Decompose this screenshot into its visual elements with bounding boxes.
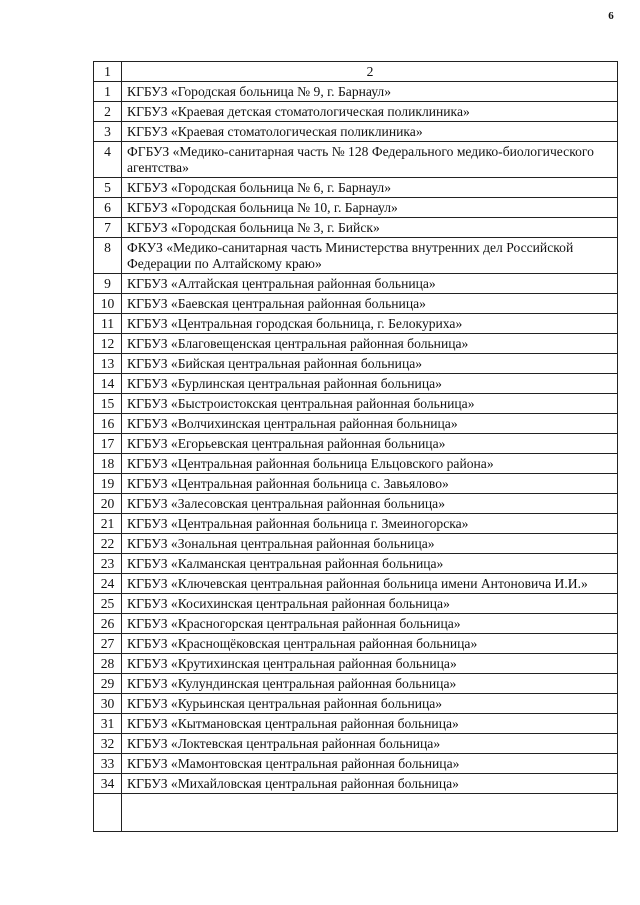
table-row bbox=[94, 594, 618, 614]
table-row bbox=[94, 774, 618, 794]
table-row bbox=[94, 694, 618, 714]
table-row bbox=[94, 142, 618, 178]
table-row bbox=[94, 334, 618, 354]
table-row bbox=[94, 654, 618, 674]
row-number: 6 bbox=[94, 198, 122, 218]
row-number: 18 bbox=[94, 454, 122, 474]
institution-name: КГБУЗ «Центральная городская больница, г. Белокуриха» bbox=[122, 314, 618, 334]
table-row bbox=[94, 534, 618, 554]
row-number: 15 bbox=[94, 394, 122, 414]
table-row bbox=[94, 82, 618, 102]
table-body bbox=[94, 62, 618, 832]
institution-name: КГБУЗ «Егорьевская центральная районная больница» bbox=[122, 434, 618, 454]
row-number: 3 bbox=[94, 122, 122, 142]
row-number: 32 bbox=[94, 734, 122, 754]
table-row bbox=[94, 474, 618, 494]
institution-name: КГБУЗ «Краевая детская стоматологическая поликлиника» bbox=[122, 102, 618, 122]
institution-name: КГБУЗ «Крутихинская центральная районная больница» bbox=[122, 654, 618, 674]
row-number: 13 bbox=[94, 354, 122, 374]
table-row bbox=[94, 574, 618, 594]
institution-name: КГБУЗ «Залесовская центральная районная больница» bbox=[122, 494, 618, 514]
table-row bbox=[94, 394, 618, 414]
column-header-number: 1 bbox=[94, 62, 122, 82]
institution-name: КГБУЗ «Центральная районная больница г. Змеиногорска» bbox=[122, 514, 618, 534]
row-number: 1 bbox=[94, 82, 122, 102]
institution-name: КГБУЗ «Косихинская центральная районная больница» bbox=[122, 594, 618, 614]
table-row bbox=[94, 514, 618, 534]
institution-name: ФКУЗ «Медико-санитарная часть Министерства внутренних дел Российской Федерации по Алтайскому краю» bbox=[122, 238, 618, 274]
institution-name: КГБУЗ «Красногорская центральная районная больница» bbox=[122, 614, 618, 634]
table-row bbox=[94, 274, 618, 294]
row-number: 17 bbox=[94, 434, 122, 454]
row-number: 5 bbox=[94, 178, 122, 198]
institution-name: КГБУЗ «Бурлинская центральная районная больница» bbox=[122, 374, 618, 394]
institution-name: КГБУЗ «Баевская центральная районная больница» bbox=[122, 294, 618, 314]
row-number: 31 bbox=[94, 714, 122, 734]
empty-cell bbox=[122, 794, 618, 832]
row-number: 7 bbox=[94, 218, 122, 238]
row-number: 4 bbox=[94, 142, 122, 178]
row-number: 22 bbox=[94, 534, 122, 554]
institutions-table bbox=[93, 61, 618, 832]
empty-cell bbox=[94, 794, 122, 832]
row-number: 24 bbox=[94, 574, 122, 594]
institution-name: КГБУЗ «Центральная районная больница Ельцовского района» bbox=[122, 454, 618, 474]
table-row bbox=[94, 454, 618, 474]
row-number: 12 bbox=[94, 334, 122, 354]
row-number: 20 bbox=[94, 494, 122, 514]
institution-name: КГБУЗ «Городская больница № 3, г. Бийск» bbox=[122, 218, 618, 238]
row-number: 25 bbox=[94, 594, 122, 614]
table-row bbox=[94, 674, 618, 694]
table-row bbox=[94, 102, 618, 122]
table-row bbox=[94, 614, 618, 634]
row-number: 16 bbox=[94, 414, 122, 434]
institution-name: КГБУЗ «Зональная центральная районная больница» bbox=[122, 534, 618, 554]
row-number: 10 bbox=[94, 294, 122, 314]
row-number: 8 bbox=[94, 238, 122, 274]
row-number: 14 bbox=[94, 374, 122, 394]
table-row bbox=[94, 198, 618, 218]
institution-name: КГБУЗ «Городская больница № 6, г. Барнаул» bbox=[122, 178, 618, 198]
institution-name: КГБУЗ «Мамонтовская центральная районная больница» bbox=[122, 754, 618, 774]
table-row bbox=[94, 374, 618, 394]
institution-name: КГБУЗ «Калманская центральная районная больница» bbox=[122, 554, 618, 574]
row-number: 29 bbox=[94, 674, 122, 694]
row-number: 27 bbox=[94, 634, 122, 654]
row-number: 33 bbox=[94, 754, 122, 774]
table-row bbox=[94, 122, 618, 142]
table-row bbox=[94, 754, 618, 774]
institution-name: КГБУЗ «Михайловская центральная районная больница» bbox=[122, 774, 618, 794]
institution-name: КГБУЗ «Бийская центральная районная больница» bbox=[122, 354, 618, 374]
row-number: 19 bbox=[94, 474, 122, 494]
institution-name: КГБУЗ «Курьинская центральная районная больница» bbox=[122, 694, 618, 714]
institution-name: КГБУЗ «Алтайская центральная районная больница» bbox=[122, 274, 618, 294]
table-row bbox=[94, 554, 618, 574]
table-tail-row bbox=[94, 794, 618, 832]
row-number: 9 bbox=[94, 274, 122, 294]
institution-name: КГБУЗ «Кулундинская центральная районная больница» bbox=[122, 674, 618, 694]
row-number: 26 bbox=[94, 614, 122, 634]
table-row bbox=[94, 238, 618, 274]
row-number: 2 bbox=[94, 102, 122, 122]
institution-name: КГБУЗ «Ключевская центральная районная больница имени Антоновича И.И.» bbox=[122, 574, 618, 594]
table-row bbox=[94, 434, 618, 454]
institution-name: ФГБУЗ «Медико-санитарная часть № 128 Федерального медико-биологического агентства» bbox=[122, 142, 618, 178]
row-number: 28 bbox=[94, 654, 122, 674]
institution-name: КГБУЗ «Краснощёковская центральная районная больница» bbox=[122, 634, 618, 654]
row-number: 21 bbox=[94, 514, 122, 534]
institution-name: КГБУЗ «Краевая стоматологическая поликлиника» bbox=[122, 122, 618, 142]
table-row bbox=[94, 494, 618, 514]
column-header-name: 2 bbox=[122, 62, 618, 82]
institution-name: КГБУЗ «Локтевская центральная районная больница» bbox=[122, 734, 618, 754]
institution-name: КГБУЗ «Городская больница № 10, г. Барнаул» bbox=[122, 198, 618, 218]
row-number: 11 bbox=[94, 314, 122, 334]
page-number: 6 bbox=[608, 10, 614, 22]
table-row bbox=[94, 634, 618, 654]
institution-name: КГБУЗ «Городская больница № 9, г. Барнаул» bbox=[122, 82, 618, 102]
institution-name: КГБУЗ «Волчихинская центральная районная больница» bbox=[122, 414, 618, 434]
table-row bbox=[94, 354, 618, 374]
table-row bbox=[94, 714, 618, 734]
row-number: 23 bbox=[94, 554, 122, 574]
table-row bbox=[94, 294, 618, 314]
table-row bbox=[94, 314, 618, 334]
table-header-row bbox=[94, 62, 618, 82]
institution-name: КГБУЗ «Быстроистокская центральная районная больница» bbox=[122, 394, 618, 414]
row-number: 34 bbox=[94, 774, 122, 794]
table-row bbox=[94, 178, 618, 198]
institution-name: КГБУЗ «Благовещенская центральная районная больница» bbox=[122, 334, 618, 354]
institution-name: КГБУЗ «Кытмановская центральная районная больница» bbox=[122, 714, 618, 734]
row-number: 30 bbox=[94, 694, 122, 714]
table-row bbox=[94, 734, 618, 754]
table-row bbox=[94, 218, 618, 238]
table-row bbox=[94, 414, 618, 434]
institution-name: КГБУЗ «Центральная районная больница с. Завьялово» bbox=[122, 474, 618, 494]
